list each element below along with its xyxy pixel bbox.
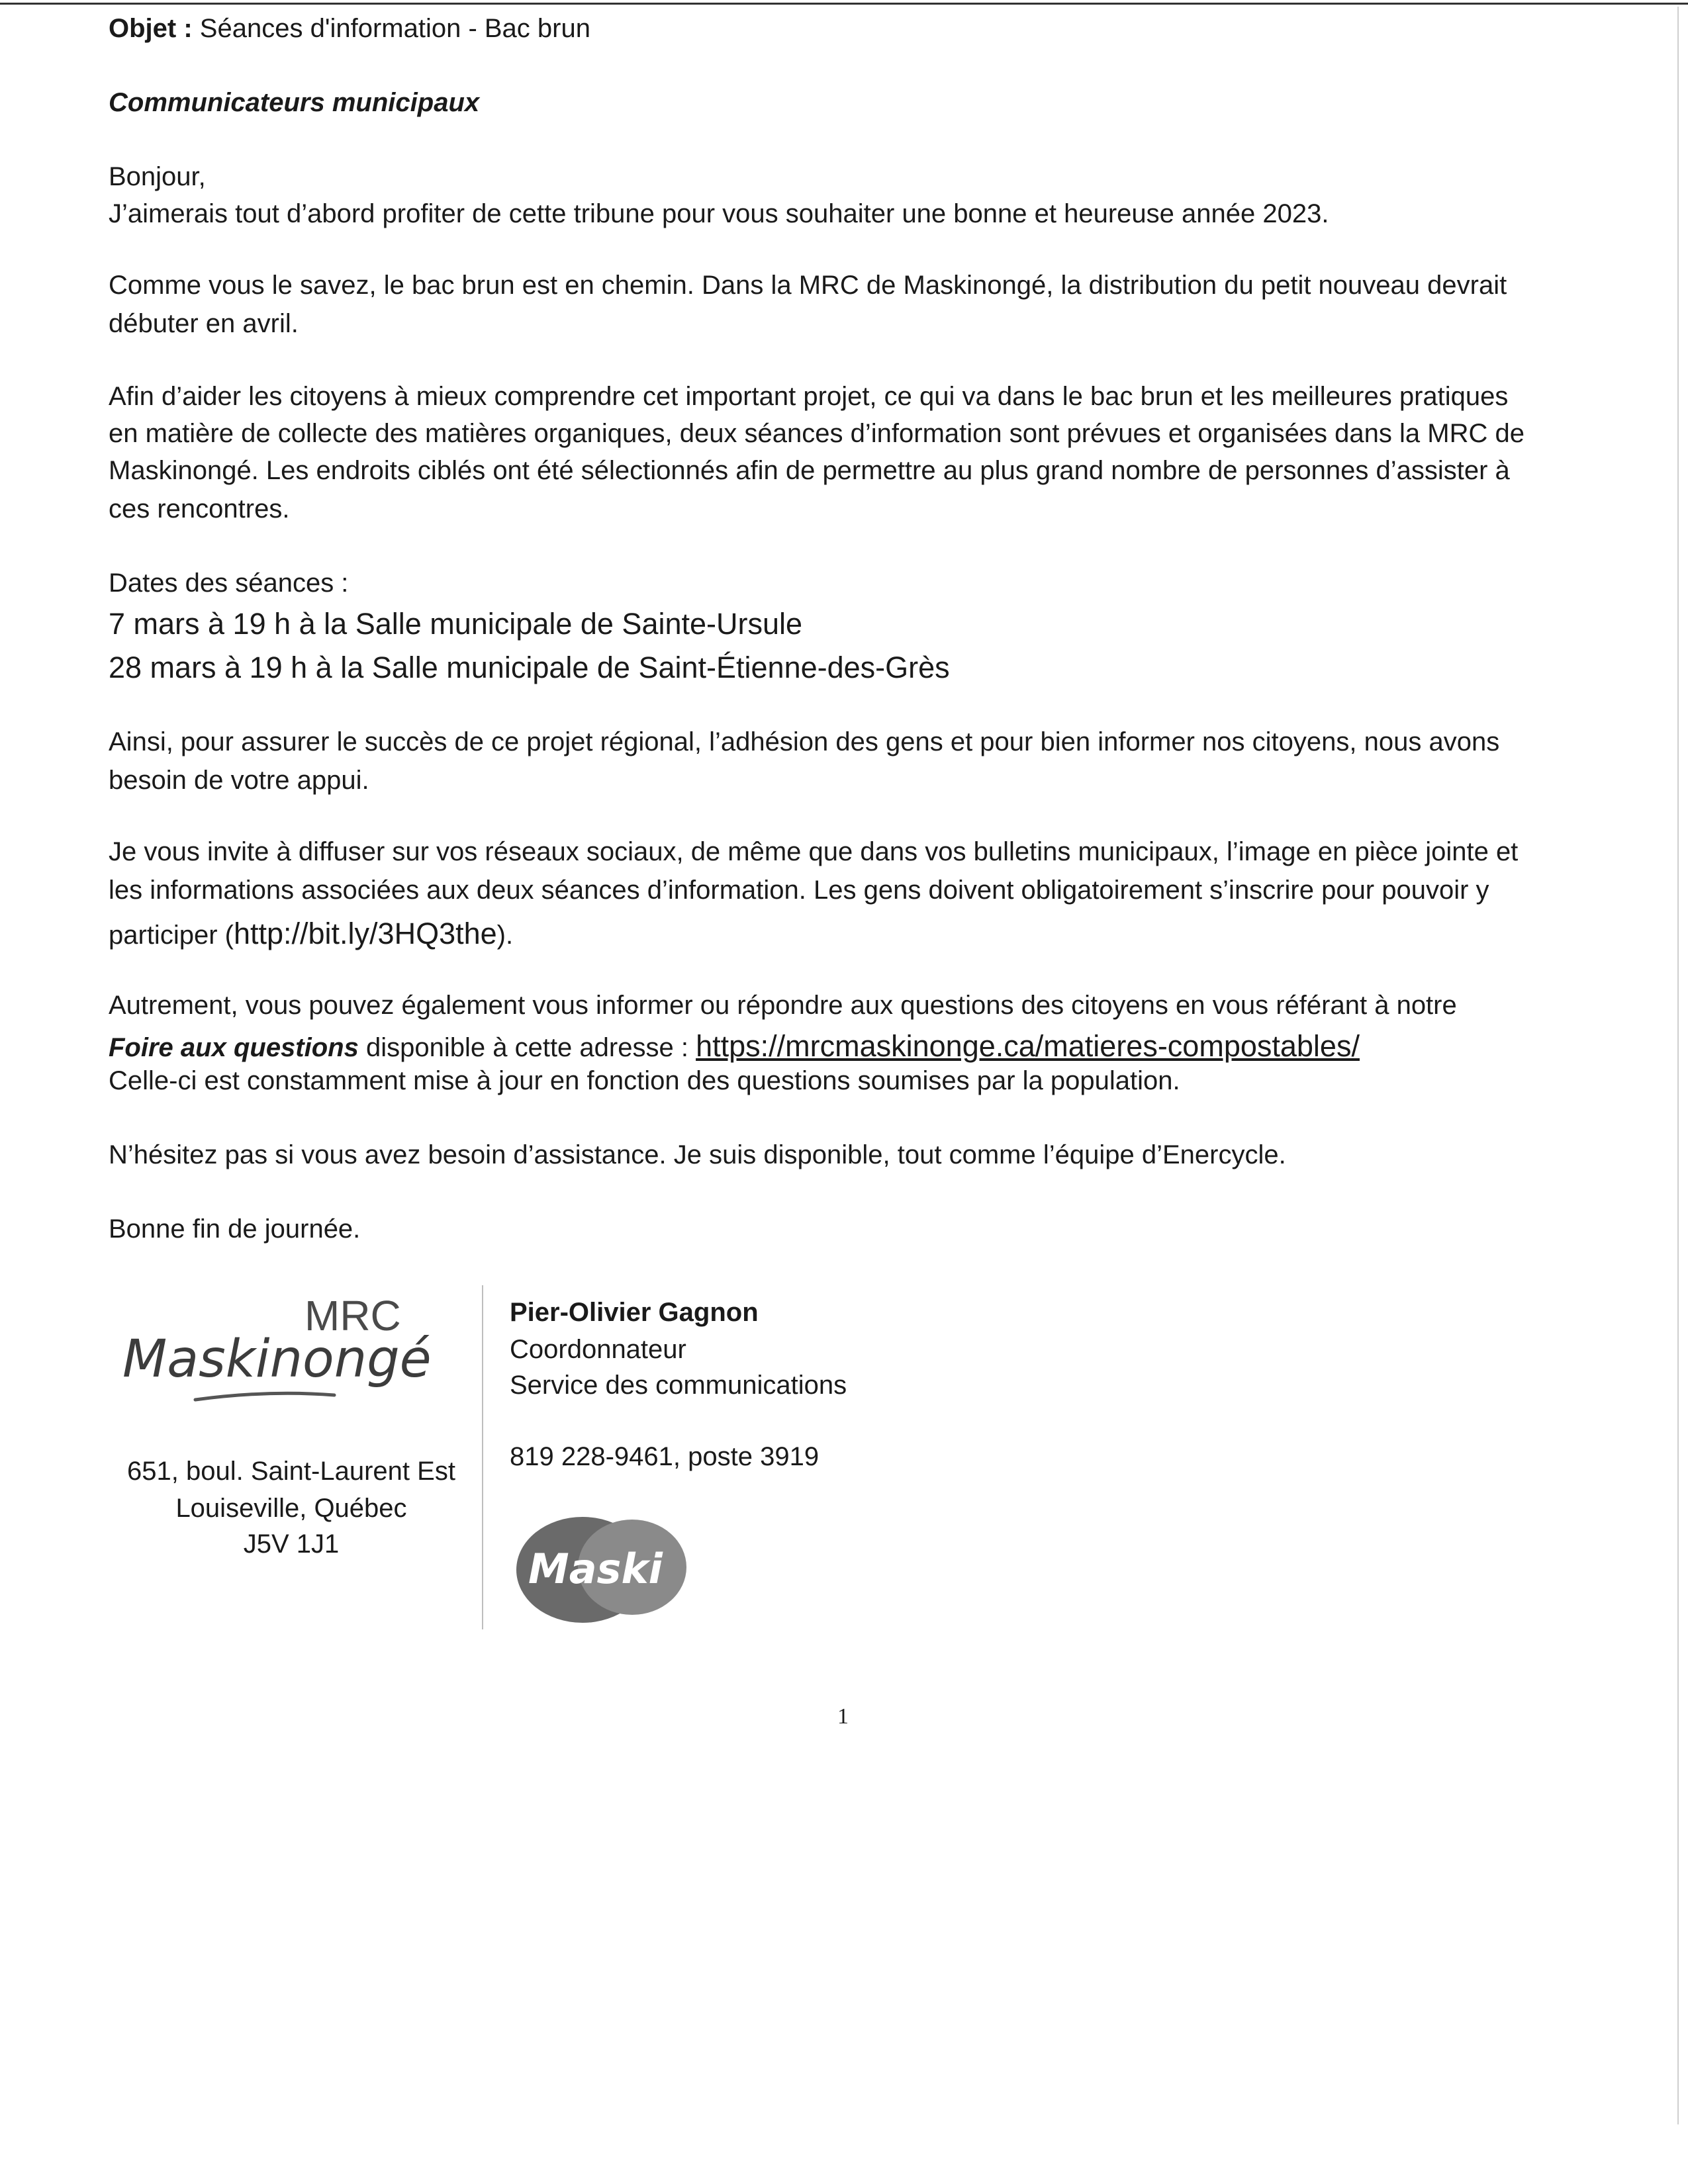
paragraph-1-line-2: débuter en avril.: [109, 309, 299, 338]
participate-prefix: participer (: [109, 921, 234, 950]
faq-address-text: disponible à cette adresse :: [358, 1033, 696, 1062]
mrc-maskinonge-logo: [116, 1291, 460, 1423]
logo-underline-swoosh: [195, 1393, 334, 1400]
signature-divider: [482, 1285, 483, 1629]
session-2: 28 mars à 19 h à la Salle municipale de Saint-Étienne-des-Grès: [109, 651, 950, 684]
session-1: 7 mars à 19 h à la Salle municipale de Sainte-Ursule: [109, 607, 803, 641]
page-number: 1: [837, 1704, 849, 1729]
address-line-1: 651, boul. Saint-Laurent Est: [127, 1457, 455, 1486]
address-line-2: Louiseville, Québec: [175, 1494, 407, 1523]
scan-top-edge: [0, 3, 1688, 5]
paragraph-4-line-3: [109, 912, 1585, 956]
paragraph-2-line-3: Maskinongé. Les endroits ciblés ont été sélectionnés afin de permettre au plus grand nombre de personnes d’assister à: [109, 456, 1510, 485]
paragraph-3-line-1: Ainsi, pour assurer le succès de ce projet régional, l’adhésion des gens et pour bien informer nos citoyens, nous avons: [109, 727, 1500, 756]
paragraph-2-line-4: ces rencontres.: [109, 494, 290, 523]
registration-link-text: http://bit.ly/3HQ3the: [233, 917, 497, 950]
paragraph-5-line-3: Celle-ci est constamment mise à jour en fonction des questions soumises par la population.: [109, 1066, 1180, 1095]
paragraph-2-line-2: en matière de collecte des matières organiques, deux séances d’information sont prévues et organisées dans la MRC de: [109, 419, 1524, 448]
signature-department: Service des communications: [510, 1371, 847, 1400]
paragraph-1-line-1: Comme vous le savez, le bac brun est en chemin. Dans la MRC de Maskinongé, la distribution du petit nouveau devrait: [109, 271, 1507, 300]
subject-text: Séances d'information - Bac brun: [199, 14, 590, 43]
recipients: Communicateurs municipaux: [109, 88, 480, 117]
paragraph-4-line-1: Je vous invite à diffuser sur vos réseaux sociaux, de même que dans vos bulletins municipaux, l’image en pièce jointe et: [109, 837, 1519, 866]
maski-logo-text: Maski: [528, 1545, 663, 1593]
closing: Bonne fin de journée.: [109, 1214, 361, 1244]
subject-line: [109, 9, 1585, 48]
paragraph-6: N’hésitez pas si vous avez besoin d’assistance. Je suis disponible, tout comme l’équipe d’Enercycle.: [109, 1140, 1286, 1169]
signature-title: Coordonnateur: [510, 1335, 686, 1364]
address-line-3: J5V 1J1: [243, 1529, 340, 1559]
greeting: Bonjour,: [109, 162, 206, 191]
paragraph-3-line-2: besoin de votre appui.: [109, 766, 369, 795]
signature-name: Pier-Olivier Gagnon: [510, 1298, 759, 1327]
paragraph-5-line-1: Autrement, vous pouvez également vous informer ou répondre aux questions des citoyens en vous référant à notre: [109, 991, 1457, 1020]
faq-link[interactable]: https://mrcmaskinonge.ca/matieres-compostables/: [696, 1029, 1360, 1063]
signature-phone: 819 228-9461, poste 3919: [510, 1442, 820, 1471]
scan-right-edge: [1677, 7, 1679, 2124]
participate-suffix: ).: [496, 921, 514, 950]
intro-paragraph: J’aimerais tout d’abord profiter de cette tribune pour vous souhaiter une bonne et heureuse année 2023.: [109, 199, 1329, 228]
maski-logo: [510, 1509, 702, 1628]
faq-label: Foire aux questions: [109, 1033, 359, 1062]
subject-label: Objet :: [109, 14, 193, 43]
logo-mrc-text: MRC: [305, 1292, 401, 1340]
logo-maskinonge-text: Maskinongé: [122, 1330, 432, 1389]
dates-label: Dates des séances :: [109, 569, 349, 598]
paragraph-2-line-1: Afin d’aider les citoyens à mieux comprendre cet important projet, ce qui va dans le bac brun et les meilleures pratiques: [109, 382, 1509, 411]
paragraph-4-line-2: les informations associées aux deux séances d’information. Les gens doivent obligatoirement s’inscrire pour pouvoir y: [109, 876, 1489, 905]
